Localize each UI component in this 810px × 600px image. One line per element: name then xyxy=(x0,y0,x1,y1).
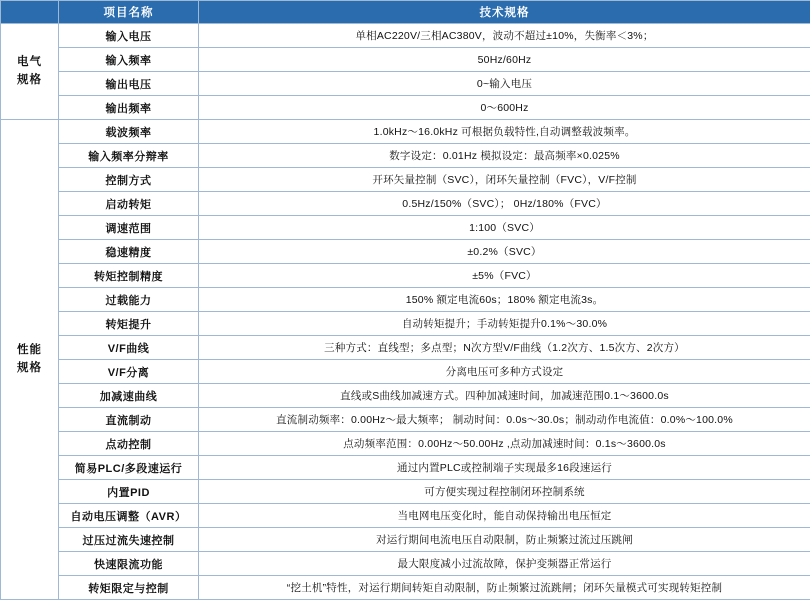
table-body xyxy=(1,24,810,600)
item-name: V/F分离 xyxy=(59,360,199,384)
item-name: 简易PLC/多段速运行 xyxy=(59,456,199,480)
item-name: 输入频率分辩率 xyxy=(59,144,199,168)
item-name: 输入频率 xyxy=(59,48,199,72)
item-name: 调速范围 xyxy=(59,216,199,240)
item-name: 转矩控制精度 xyxy=(59,264,199,288)
item-name: 转矩限定与控制 xyxy=(59,576,199,600)
table-row xyxy=(1,576,810,600)
item-name: V/F曲线 xyxy=(59,336,199,360)
table-row xyxy=(1,528,810,552)
table-row xyxy=(1,264,810,288)
item-name: 稳速精度 xyxy=(59,240,199,264)
item-spec: 1.0kHz～16.0kHz 可根据负载特性,自动调整载波频率。 xyxy=(199,120,810,144)
header-group-blank xyxy=(1,1,59,24)
table-row xyxy=(1,480,810,504)
header-item-name: 项目名称 xyxy=(59,1,199,24)
group-label-performance xyxy=(1,120,59,600)
table-row xyxy=(1,48,810,72)
item-spec: 分离电压可多种方式设定 xyxy=(199,360,810,384)
item-spec: “挖土机”特性，对运行期间转矩自动限制，防止频繁过流跳闸；闭环矢量模式可实现转矩控制 xyxy=(199,576,810,600)
group-label-line: 规格 xyxy=(1,72,58,90)
item-name: 启动转矩 xyxy=(59,192,199,216)
table-row xyxy=(1,504,810,528)
table-row xyxy=(1,72,810,96)
group-label-electrical xyxy=(1,24,59,120)
table-row xyxy=(1,384,810,408)
item-spec: ±0.2%（SVC） xyxy=(199,240,810,264)
table-row xyxy=(1,552,810,576)
item-name: 输入电压 xyxy=(59,24,199,48)
item-name: 自动电压调整（AVR） xyxy=(59,504,199,528)
item-spec: 最大限度减小过流故障，保护变频器正常运行 xyxy=(199,552,810,576)
item-name: 过压过流失速控制 xyxy=(59,528,199,552)
table-row xyxy=(1,144,810,168)
item-spec: 单相AC220V/三相AC380V，波动不超过±10%，失衡率＜3%； xyxy=(199,24,810,48)
item-spec: 0~输入电压 xyxy=(199,72,810,96)
group-label-line: 规格 xyxy=(1,360,58,378)
item-name: 内置PID xyxy=(59,480,199,504)
item-spec: 点动频率范围：0.00Hz～50.00Hz ,点动加减速时间：0.1s～3600.0s xyxy=(199,432,810,456)
item-name: 直流制动 xyxy=(59,408,199,432)
header-technical-spec: 技术规格 xyxy=(199,1,810,24)
item-name: 转矩提升 xyxy=(59,312,199,336)
item-spec: 数字设定：0.01Hz 模拟设定：最高频率×0.025% xyxy=(199,144,810,168)
table-row xyxy=(1,312,810,336)
table-row xyxy=(1,240,810,264)
table-row xyxy=(1,288,810,312)
item-spec: 对运行期间电流电压自动限制，防止频繁过流过压跳闸 xyxy=(199,528,810,552)
table-header-row xyxy=(1,1,810,24)
table-row xyxy=(1,336,810,360)
item-name: 输出频率 xyxy=(59,96,199,120)
table-row xyxy=(1,360,810,384)
item-spec: 开环矢量控制（SVC），闭环矢量控制（FVC），V/F控制 xyxy=(199,168,810,192)
item-spec: 直流制动频率：0.00Hz～最大频率； 制动时间：0.0s～30.0s；制动动作电流值：0.0%～100.0% xyxy=(199,408,810,432)
table-row xyxy=(1,24,810,48)
item-spec: ±5%（FVC） xyxy=(199,264,810,288)
item-spec: 直线或S曲线加减速方式。四种加减速时间，加减速范围0.1～3600.0s xyxy=(199,384,810,408)
table-row xyxy=(1,168,810,192)
table-row xyxy=(1,456,810,480)
group-label-line: 性能 xyxy=(1,342,58,360)
item-spec: 自动转矩提升；手动转矩提升0.1%～30.0% xyxy=(199,312,810,336)
table-row xyxy=(1,192,810,216)
item-spec: 50Hz/60Hz xyxy=(199,48,810,72)
item-name: 加减速曲线 xyxy=(59,384,199,408)
item-name: 快速限流功能 xyxy=(59,552,199,576)
item-name: 过载能力 xyxy=(59,288,199,312)
item-spec: 通过内置PLC或控制端子实现最多16段速运行 xyxy=(199,456,810,480)
item-spec: 150% 额定电流60s；180% 额定电流3s。 xyxy=(199,288,810,312)
table-row xyxy=(1,432,810,456)
group-label-line: 电气 xyxy=(1,54,58,72)
table-row xyxy=(1,96,810,120)
table-row xyxy=(1,216,810,240)
item-spec: 可方便实现过程控制闭环控制系统 xyxy=(199,480,810,504)
table-header xyxy=(1,1,810,24)
item-name: 载波频率 xyxy=(59,120,199,144)
item-spec: 1:100（SVC） xyxy=(199,216,810,240)
item-name: 点动控制 xyxy=(59,432,199,456)
table-row xyxy=(1,120,810,144)
table-row xyxy=(1,408,810,432)
item-name: 控制方式 xyxy=(59,168,199,192)
item-name: 输出电压 xyxy=(59,72,199,96)
item-spec: 0.5Hz/150%（SVC）； 0Hz/180%（FVC） xyxy=(199,192,810,216)
item-spec: 当电网电压变化时，能自动保持输出电压恒定 xyxy=(199,504,810,528)
item-spec: 三种方式：直线型；多点型；N次方型V/F曲线（1.2次方、1.5次方、2次方） xyxy=(199,336,810,360)
item-spec: 0～600Hz xyxy=(199,96,810,120)
